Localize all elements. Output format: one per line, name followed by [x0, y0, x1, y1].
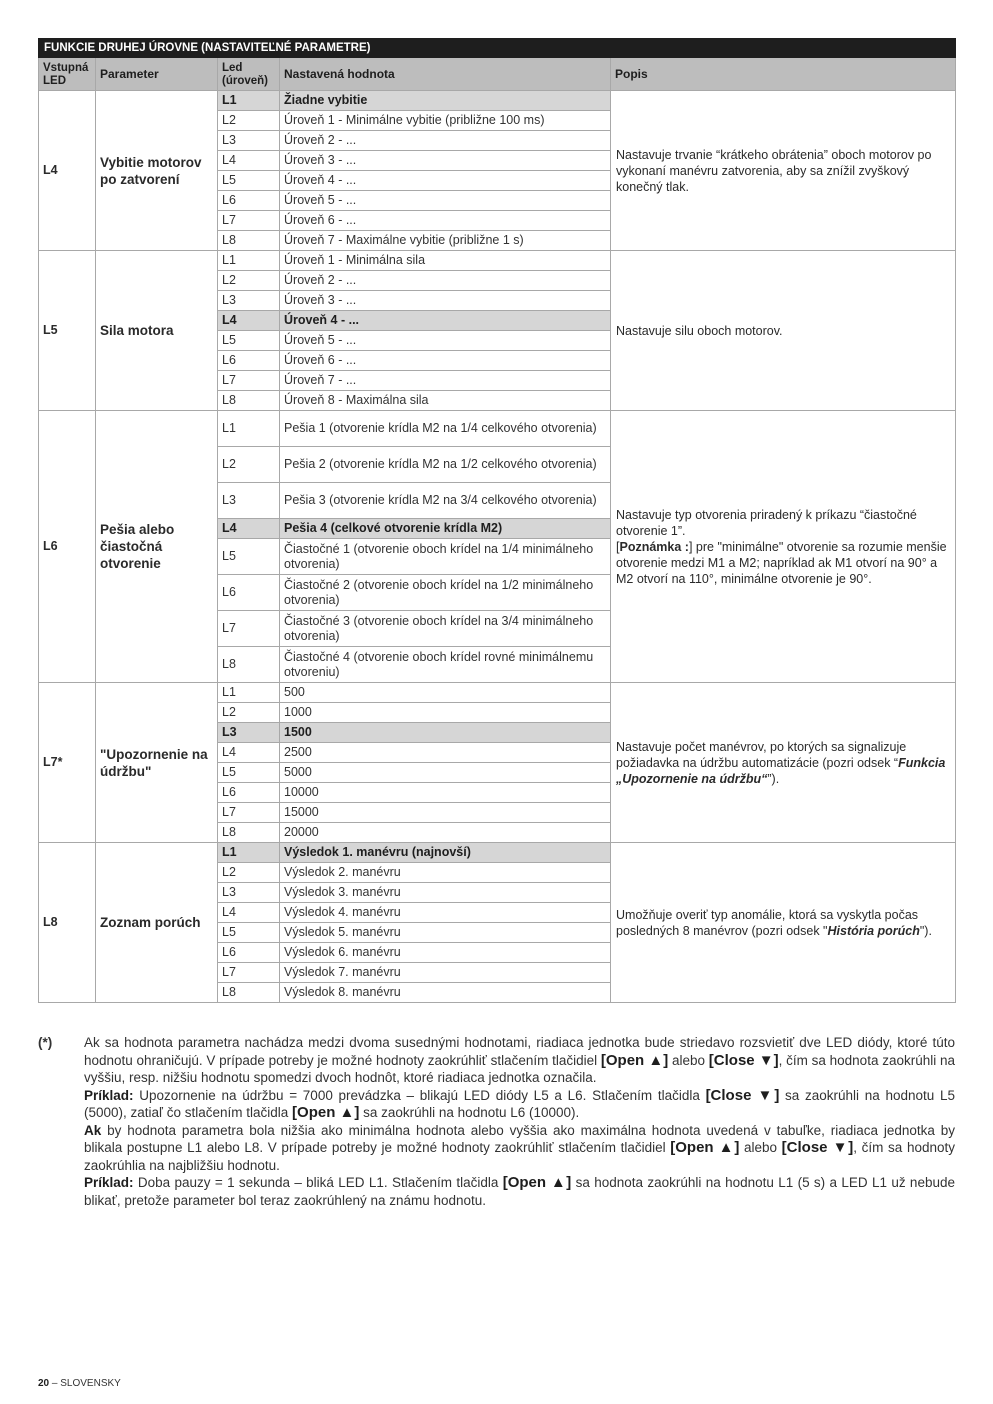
entry-led-cell: L5 — [39, 251, 96, 411]
footnote-paragraph-4: Príklad: Doba pauzy = 1 sekunda – bliká LED L1. Stlačením tlačidla [Open ▲] sa hodnota zaokrúhli na hodnotu L1 (5 s) a LED L1 už nebude blikať, pretože parameter bol teraz zaokrúhlený na známu hodnotu. — [84, 1174, 955, 1208]
entry-led-cell: L8 — [39, 843, 96, 1003]
set-value-cell: Pešia 1 (otvorenie krídla M2 na 1/4 celkového otvorenia) — [280, 411, 611, 447]
footnote — [38, 1034, 955, 1209]
set-value-cell: Úroveň 8 - Maximálna sila — [280, 391, 611, 411]
set-value-cell: 2500 — [280, 743, 611, 763]
set-value-cell: 500 — [280, 683, 611, 703]
led-level-cell: L8 — [218, 823, 280, 843]
led-level-cell: L1 — [218, 843, 280, 863]
led-level-cell: L5 — [218, 923, 280, 943]
set-value-cell: Výsledok 4. manévru — [280, 903, 611, 923]
parameter-cell: "Upozornenie na údržbu" — [96, 683, 218, 843]
footnote-paragraph-3: Ak by hodnota parametra bola nižšia ako minimálna hodnota alebo vyššia ako maximálna hodnota uvedená v tabuľke, riadiaca jednotka by blikala postupne L1 alebo L8. V prípade potreby je možné hodnoty zaokrúhliť stlačením tlačidiel [Open ▲] alebo [Close ▼], čím sa hodnoty zaokrúhlia na najbližšiu hodnotu. — [84, 1122, 955, 1173]
led-level-cell: L5 — [218, 331, 280, 351]
led-level-cell: L7 — [218, 803, 280, 823]
set-value-cell: Úroveň 7 - ... — [280, 371, 611, 391]
col-header-set-value: Nastavená hodnota — [280, 58, 611, 91]
set-value-cell: Úroveň 3 - ... — [280, 291, 611, 311]
set-value-cell: Úroveň 1 - Minimálne vybitie (približne 100 ms) — [280, 111, 611, 131]
language-label: – SLOVENSKY — [49, 1378, 121, 1389]
led-level-cell: L7 — [218, 963, 280, 983]
led-level-cell: L2 — [218, 271, 280, 291]
col-header-parameter: Parameter — [96, 58, 218, 91]
led-level-cell: L6 — [218, 351, 280, 371]
set-value-cell: Úroveň 6 - ... — [280, 351, 611, 371]
led-level-cell: L4 — [218, 903, 280, 923]
page-footer — [38, 1378, 121, 1389]
section-reference: Funkcia „Upozornenie na údržbu“ — [616, 755, 946, 786]
section-reference: História porúch — [827, 923, 920, 938]
set-value-cell: Výsledok 5. manévru — [280, 923, 611, 943]
led-level-cell: L8 — [218, 231, 280, 251]
set-value-cell: Výsledok 8. manévru — [280, 983, 611, 1003]
table-row — [39, 411, 956, 447]
set-value-cell: Čiastočné 3 (otvorenie oboch krídel na 3/4 minimálneho otvorenia) — [280, 611, 611, 647]
led-level-cell: L8 — [218, 391, 280, 411]
open-button-ref: [Open ▲] — [600, 1051, 669, 1069]
set-value-cell: Úroveň 7 - Maximálne vybitie (približne 1 s) — [280, 231, 611, 251]
led-level-cell: L3 — [218, 291, 280, 311]
entry-led-cell: L4 — [39, 91, 96, 251]
set-value-cell: Výsledok 1. manévru (najnovší) — [280, 843, 611, 863]
parameter-cell: Pešia alebo čiastočná otvorenie — [96, 411, 218, 683]
open-button-ref: [Open ▲] — [502, 1174, 572, 1191]
close-button-ref: [Close ▼] — [781, 1139, 854, 1156]
parameters-table — [38, 38, 956, 1003]
led-level-cell: L5 — [218, 539, 280, 575]
led-level-cell: L2 — [218, 863, 280, 883]
led-level-cell: L4 — [218, 743, 280, 763]
description-cell: Nastavuje trvanie “krátkeho obrátenia” oboch motorov po vykonaní manévru zatvorenia, aby sa znížil zvyškový konečný tlak. — [611, 91, 956, 251]
led-level-cell: L4 — [218, 311, 280, 331]
set-value-cell: Žiadne vybitie — [280, 91, 611, 111]
set-value-cell: Úroveň 2 - ... — [280, 271, 611, 291]
col-header-led-level: Led (úroveň) — [218, 58, 280, 91]
led-level-cell: L6 — [218, 783, 280, 803]
footnote-paragraph-1: Ak sa hodnota parametra nachádza medzi dvoma susednými hodnotami, riadiaca jednotka bude striedavo rozsvietiť dve LED diódy, ktoré túto hodnotu ohraničujú. V prípade potreby je možné hodnoty zaokrúhliť stlačením tlačidiel [Open ▲] alebo [Close ▼], čím sa hodnota zaokrúhli na vyššiu, resp. nižšiu hodnotu spomedzi dvoch hodnôt, ktoré riadiaca jednotka označila. — [84, 1035, 955, 1085]
note-label: Poznámka : — [619, 539, 689, 554]
footnote-marker: (*) — [38, 1035, 53, 1050]
led-level-cell: L4 — [218, 151, 280, 171]
set-value-cell: Úroveň 3 - ... — [280, 151, 611, 171]
led-level-cell: L7 — [218, 371, 280, 391]
led-level-cell: L1 — [218, 91, 280, 111]
footnote-body — [84, 1034, 955, 1209]
set-value-cell: 10000 — [280, 783, 611, 803]
page-number: 20 — [38, 1378, 50, 1389]
led-level-cell: L2 — [218, 703, 280, 723]
led-level-cell: L8 — [218, 647, 280, 683]
led-level-cell: L1 — [218, 411, 280, 447]
open-button-ref: [Open ▲] — [670, 1139, 740, 1156]
entry-led-cell: L7* — [39, 683, 96, 843]
set-value-cell: Výsledok 3. manévru — [280, 883, 611, 903]
footnote-paragraph-2: Príklad: Upozornenie na údržbu = 7000 prevádzka – blikajú LED diódy L5 a L6. Stlačením tlačidla [Close ▼] sa zaokrúhli na hodnotu L5 (5000), zatiaľ čo stlačením tlačidla [Open ▲] sa zaokrúhli na hodnotu L6 (10000). — [84, 1086, 955, 1121]
set-value-cell: Pešia 2 (otvorenie krídla M2 na 1/2 celkového otvorenia) — [280, 447, 611, 483]
set-value-cell: Čiastočné 4 (otvorenie oboch krídel rovné minimálnemu otvoreniu) — [280, 647, 611, 683]
set-value-cell: 15000 — [280, 803, 611, 823]
led-level-cell: L6 — [218, 943, 280, 963]
led-level-cell: L5 — [218, 763, 280, 783]
col-header-entry-led: Vstupná LED — [39, 58, 96, 91]
led-level-cell: L1 — [218, 251, 280, 271]
description-cell: Nastavuje typ otvorenia priradený k príkazu “čiastočné otvorenie 1”. [Poznámka :] pre "minimálne" otvorenie sa rozumie menšie otvorenie medzi M1 a M2; napríklad ak M1 otvorí na 90° a M2 otvorí na 110°, minimálne otvorenie je 90°. — [611, 411, 956, 683]
set-value-cell: 1000 — [280, 703, 611, 723]
parameter-cell: Sila motora — [96, 251, 218, 411]
led-level-cell: L7 — [218, 611, 280, 647]
set-value-cell: Úroveň 4 - ... — [280, 171, 611, 191]
table-row — [39, 843, 956, 863]
set-value-cell: Úroveň 2 - ... — [280, 131, 611, 151]
description-cell: Umožňuje overiť typ anomálie, ktorá sa vyskytla počas posledných 8 manévrov (pozri odsek "História porúch"). — [611, 843, 956, 1003]
led-level-cell: L7 — [218, 211, 280, 231]
table-row — [39, 683, 956, 703]
table-row — [39, 91, 956, 111]
set-value-cell: Pešia 4 (celkové otvorenie krídla M2) — [280, 519, 611, 539]
led-level-cell: L2 — [218, 111, 280, 131]
led-level-cell: L8 — [218, 983, 280, 1003]
led-level-cell: L4 — [218, 519, 280, 539]
led-level-cell: L3 — [218, 131, 280, 151]
set-value-cell: Výsledok 7. manévru — [280, 963, 611, 983]
description-cell: Nastavuje silu oboch motorov. — [611, 251, 956, 411]
set-value-cell: Úroveň 5 - ... — [280, 331, 611, 351]
set-value-cell: 1500 — [280, 723, 611, 743]
set-value-cell: Pešia 3 (otvorenie krídla M2 na 3/4 celkového otvorenia) — [280, 483, 611, 519]
parameter-cell: Vybitie motorov po zatvorení — [96, 91, 218, 251]
set-value-cell: Čiastočné 2 (otvorenie oboch krídel na 1/2 minimálneho otvorenia) — [280, 575, 611, 611]
entry-led-cell: L6 — [39, 411, 96, 683]
col-header-description: Popis — [611, 58, 956, 91]
set-value-cell: Úroveň 5 - ... — [280, 191, 611, 211]
led-level-cell: L3 — [218, 723, 280, 743]
close-button-ref: [Close ▼] — [705, 1086, 780, 1104]
set-value-cell: Úroveň 1 - Minimálna sila — [280, 251, 611, 271]
close-button-ref: [Close ▼] — [708, 1051, 779, 1069]
set-value-cell: 20000 — [280, 823, 611, 843]
led-level-cell: L5 — [218, 171, 280, 191]
table-body — [39, 91, 956, 1003]
led-level-cell: L3 — [218, 483, 280, 519]
set-value-cell: Úroveň 4 - ... — [280, 311, 611, 331]
description-cell: Nastavuje počet manévrov, po ktorých sa signalizuje požiadavka na údržbu automatizácie (pozri odsek “Funkcia „Upozornenie na údržbu“”). — [611, 683, 956, 843]
led-level-cell: L3 — [218, 883, 280, 903]
set-value-cell: Výsledok 6. manévru — [280, 943, 611, 963]
open-button-ref: [Open ▲] — [292, 1104, 360, 1121]
parameter-cell: Zoznam porúch — [96, 843, 218, 1003]
led-level-cell: L2 — [218, 447, 280, 483]
table-title: FUNKCIE DRUHEJ ÚROVNE (NASTAVITEĽNÉ PARAMETRE) — [39, 39, 956, 58]
led-level-cell: L6 — [218, 575, 280, 611]
set-value-cell: Úroveň 6 - ... — [280, 211, 611, 231]
table-row — [39, 251, 956, 271]
set-value-cell: 5000 — [280, 763, 611, 783]
led-level-cell: L6 — [218, 191, 280, 211]
set-value-cell: Čiastočné 1 (otvorenie oboch krídel na 1/4 minimálneho otvorenia) — [280, 539, 611, 575]
led-level-cell: L1 — [218, 683, 280, 703]
set-value-cell: Výsledok 2. manévru — [280, 863, 611, 883]
